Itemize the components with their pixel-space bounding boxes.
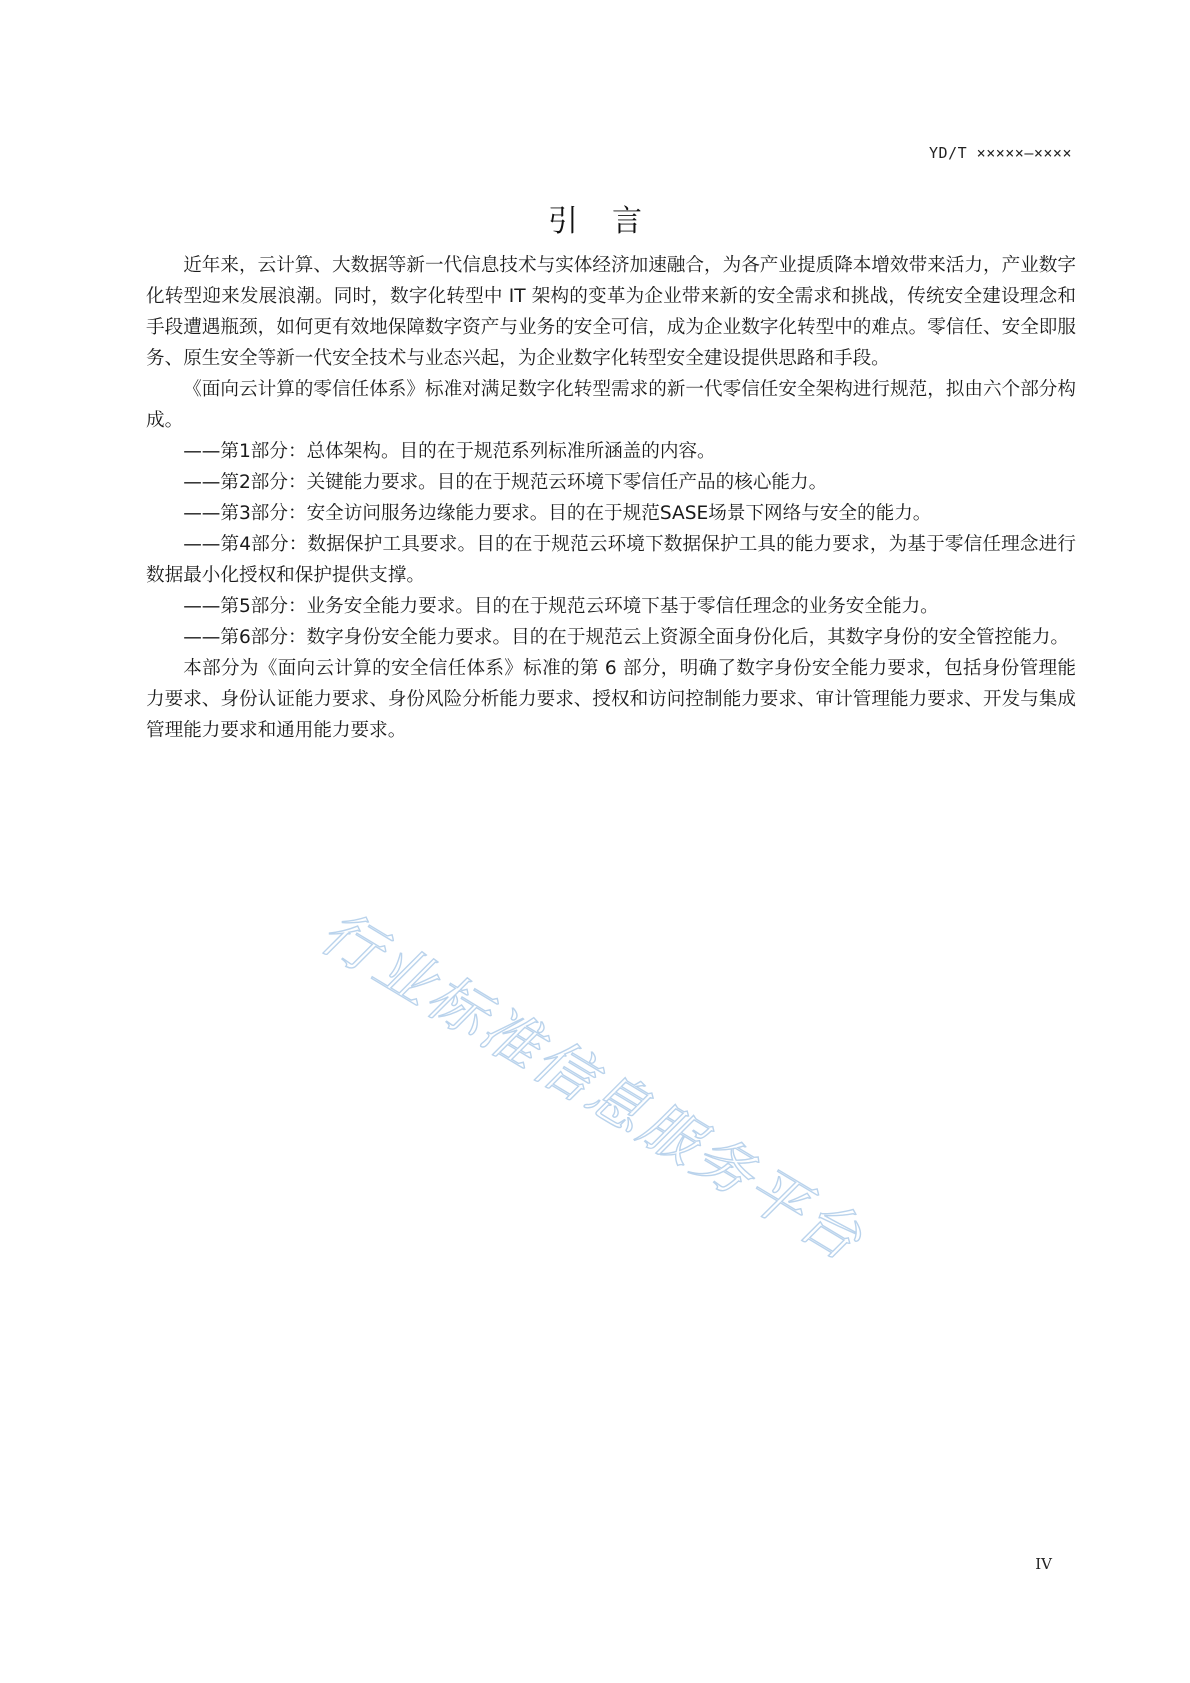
paragraph-standard-overview: 《面向云计算的零信任体系》标准对满足数字化转型需求的新一代零信任安全架构进行规范，拟由六个部分构成。	[146, 379, 1076, 431]
standard-code: YD/T ×××××—××××	[929, 144, 1072, 162]
page-title: 引言	[548, 204, 676, 239]
list-item-part-4: ——第4部分：数据保护工具要求。目的在于规范云环境下数据保护工具的能力要求，为基于零信任理念进行数据最小化授权和保护提供支撑。	[146, 534, 1076, 586]
watermark: 行业标准信息服务平台	[309, 897, 876, 1276]
document-body	[146, 250, 1076, 746]
list-item-part-6: ——第6部分：数字身份安全能力要求。目的在于规范云上资源全面身份化后，其数字身份的安全管控能力。	[183, 627, 1069, 648]
page-number: IV	[1035, 1555, 1052, 1573]
paragraph-intro: 近年来，云计算、大数据等新一代信息技术与实体经济加速融合，为各产业提质降本增效带来活力，产业数字化转型迎来发展浪潮。同时，数字化转型中 IT 架构的变革为企业带来新的安全需求和挑战，传统安全建设理念和手段遭遇瓶颈，如何更有效地保障数字资产与业务的安全可信，成为企业数字化转型中的难点。零信任、安全即服务、原生安全等新一代安全技术与业态兴起，为企业数字化转型安全建设提供思路和手段。	[146, 255, 1076, 369]
list-item-part-2: ——第2部分：关键能力要求。目的在于规范云环境下零信任产品的核心能力。	[183, 472, 828, 493]
list-item-part-5: ——第5部分：业务安全能力要求。目的在于规范云环境下基于零信任理念的业务安全能力。	[183, 596, 939, 617]
list-item-part-1: ——第1部分：总体架构。目的在于规范系列标准所涵盖的内容。	[183, 441, 716, 462]
paragraph-scope: 本部分为《面向云计算的安全信任体系》标准的第 6 部分，明确了数字身份安全能力要求，包括身份管理能力要求、身份认证能力要求、身份风险分析能力要求、授权和访问控制能力要求、审计管理能力要求、开发与集成管理能力要求和通用能力要求。	[146, 658, 1076, 741]
list-item-part-3: ——第3部分：安全访问服务边缘能力要求。目的在于规范SASE场景下网络与安全的能力。	[183, 503, 932, 524]
